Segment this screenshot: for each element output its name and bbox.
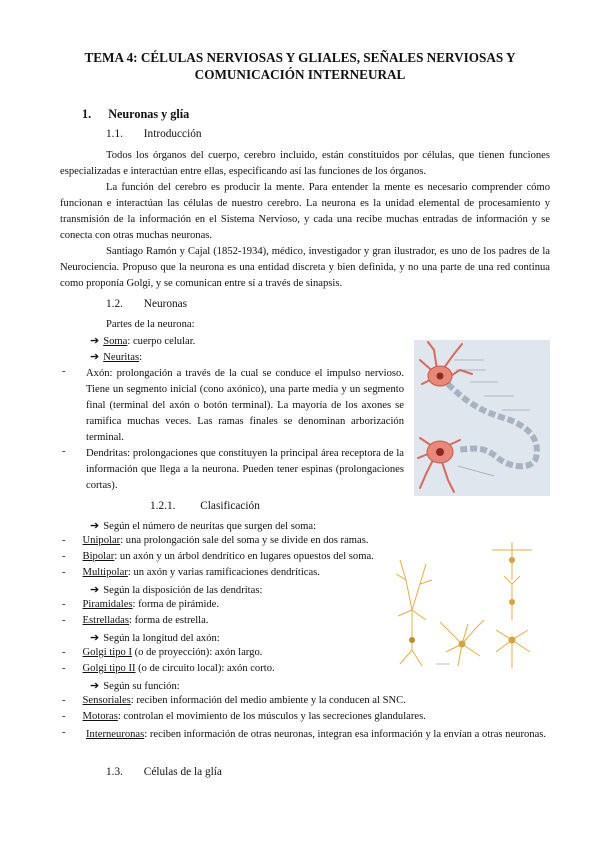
dash-icon: -	[62, 711, 66, 722]
list-item-neuritas	[90, 350, 142, 363]
multipolar-neuron-sketch	[496, 630, 530, 668]
list-item-multipolar	[62, 567, 320, 578]
section-number: 1.3.	[106, 766, 123, 778]
definition: : una prolongación sale del soma y se divide en dos ramas.	[120, 535, 369, 546]
list-item-golgi-2	[62, 663, 275, 674]
dash-icon: -	[62, 599, 66, 610]
list-item-unipolar	[62, 535, 369, 546]
arrow-icon: ➔	[90, 520, 100, 532]
neuron-illustration	[414, 340, 550, 496]
pyramidal-neuron-sketch	[396, 560, 432, 666]
section-title: Introducción	[143, 128, 202, 140]
list-item-sensoriales	[62, 695, 406, 706]
list-item-bipolar	[62, 551, 374, 562]
title-line-2: COMUNICACIÓN INTERNEURAL	[194, 67, 406, 82]
term: Golgi tipo I	[82, 647, 132, 658]
criterion-text: Según el número de neuritas que surgen del soma:	[103, 521, 317, 532]
neuron-types-illustration	[392, 540, 550, 670]
stellate-soma	[459, 641, 466, 648]
criterion-text: Según su función:	[103, 681, 180, 692]
dash-icon: -	[62, 727, 66, 738]
list-item-piramidales	[62, 599, 219, 610]
dash-icon: -	[62, 551, 66, 562]
nucleus-bottom	[436, 448, 444, 456]
section-1-2-1-heading	[150, 500, 260, 512]
dash-icon: -	[62, 663, 66, 674]
dash-icon: -	[62, 535, 66, 546]
arrow-icon: ➔	[90, 584, 100, 596]
arrow-icon: ➔	[90, 335, 100, 347]
definition: : forma de estrella.	[129, 615, 209, 626]
term: Piramidales	[82, 599, 133, 610]
definition: : un axón y un árbol dendrítico en lugares opuestos del soma.	[114, 551, 374, 562]
list-item-axon: Axón: prolongación a través de la cual se conduce el impulso nervioso. Tiene un segmento inicial (cono axónico), una parte media y un segmento final (terminal del axón o botón terminal). La mayoría de los axones se ramifica muchas veces. Las ramas finales se denominan arborización terminal.	[86, 368, 404, 443]
section-title: Neuronas	[143, 298, 188, 310]
dash-icon: -	[62, 615, 66, 626]
section-1-2-heading	[106, 298, 187, 310]
section-title: Clasificación	[200, 500, 260, 512]
list-item-motoras	[62, 711, 426, 722]
partes-label: Partes de la neurona:	[106, 319, 195, 330]
term: Unipolar	[82, 535, 121, 546]
term: Motoras	[82, 711, 118, 722]
term: Sensoriales	[82, 695, 131, 706]
definition: : controlan el movimiento de los músculos y las secreciones glandulares.	[117, 711, 426, 722]
criterion-text: Según la disposición de las dendritas:	[103, 585, 263, 596]
definition: (o de circuito local): axón corto.	[135, 663, 275, 674]
definition: : reciben información del medio ambiente y la conducen al SNC.	[130, 695, 406, 706]
classification-criterion-4	[90, 679, 180, 692]
arrow-icon: ➔	[90, 680, 100, 692]
classification-criterion-1	[90, 519, 316, 532]
definition: : reciben información de otras neuronas, integran esa información y la envían a otras neuronas.	[144, 729, 547, 740]
list-item-golgi-1	[62, 647, 262, 658]
dash-icon: -	[62, 567, 66, 578]
dash-icon: -	[62, 446, 66, 457]
dash-icon: -	[62, 366, 66, 377]
section-1-3-heading	[106, 766, 222, 778]
arrow-icon: ➔	[90, 632, 100, 644]
bipolar-soma	[509, 599, 515, 605]
section-title: Células de la glía	[143, 766, 222, 778]
paragraph-intro-3: Santiago Ramón y Cajal (1852-1934), médico, investigador y gran ilustrador, es uno de los padres de la Neurociencia. Propuso que la neurona es una entidad discreta y bien definida, y no una parte de una red continua como proponía Golgi, y se comunican entre sí a través de sinapsis.	[60, 246, 550, 289]
section-number: 1.1.	[106, 128, 123, 140]
unipolar-soma	[509, 557, 515, 563]
term: Interneuronas	[86, 729, 145, 740]
section-number: 1.2.	[106, 298, 123, 310]
term: Soma	[103, 336, 128, 347]
term: Golgi tipo II	[82, 663, 136, 674]
section-title: Neuronas y glía	[108, 107, 190, 121]
definition: : un axón y varias ramificaciones dendríticas.	[127, 567, 320, 578]
criterion-text: Según la longitud del axón:	[103, 633, 220, 644]
definition: :	[139, 352, 143, 363]
list-item-dendritas: Dendritas: prolongaciones que constituyen la principal área receptora de la información que llega a la neurona. Pueden tener espinas (prolongaciones cortas).	[86, 448, 404, 491]
dash-icon: -	[62, 647, 66, 658]
classification-criterion-3	[90, 631, 220, 644]
arrow-icon: ➔	[90, 351, 100, 363]
section-1-1-heading	[106, 128, 202, 140]
term: Multipolar	[82, 567, 128, 578]
term: Neuritas	[103, 352, 140, 363]
definition: : cuerpo celular.	[127, 336, 196, 347]
classification-criterion-2	[90, 583, 262, 596]
pyramidal-soma	[409, 637, 415, 643]
term: Estrelladas	[82, 615, 130, 626]
definition: (o de proyección): axón largo.	[131, 647, 263, 658]
document-title	[60, 49, 540, 83]
definition: : forma de pirámide.	[132, 599, 220, 610]
list-item-soma	[90, 334, 195, 347]
title-line-1: TEMA 4: CÉLULAS NERVIOSAS Y GLIALES, SEÑALES NERVIOSAS Y	[84, 50, 516, 65]
list-item-estrelladas	[62, 615, 208, 626]
nucleus-top	[437, 373, 444, 380]
multipolar-soma	[509, 637, 516, 644]
paragraph-intro-1: Todos los órganos del cuerpo, cerebro incluido, están constituidos por células, que tienen funciones especializadas e interactúan entre ellas, especificando así las funciones de los órganos.	[60, 150, 550, 177]
section-number: 1.2.1.	[150, 500, 176, 512]
term: Bipolar	[82, 551, 115, 562]
list-item-interneuronas	[86, 727, 550, 743]
bipolar-neuron-sketch	[504, 576, 520, 620]
paragraph-intro-2: La función del cerebro es producir la mente. Para entender la mente es necesario comprender cómo funcionan e interactúan las células de nuestro cerebro. La neurona es la unidad elemental de procesamiento y transmisión de la información en el Sistema Nervioso, y cada una recibe muchas entradas de información y se conecta con otras muchas neuronas.	[60, 182, 550, 241]
dash-icon: -	[62, 695, 66, 706]
section-number: 1.	[82, 107, 92, 121]
section-1-heading	[82, 107, 189, 122]
